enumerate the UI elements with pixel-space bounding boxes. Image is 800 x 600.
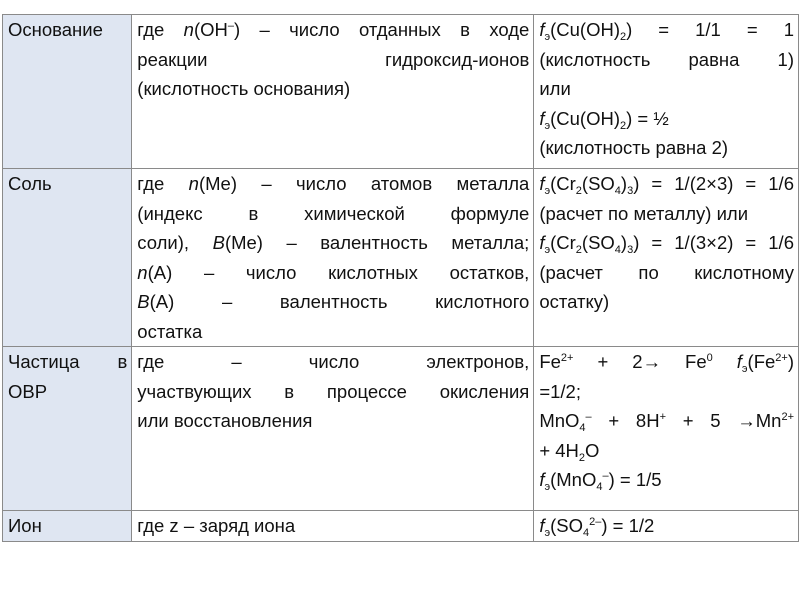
example-line: =1/2; xyxy=(539,380,581,402)
desc-line: (кислотность основания) xyxy=(137,78,351,99)
row-label: Соль xyxy=(8,173,52,194)
desc-line: где n(Me) – число атомов металла xyxy=(137,173,530,194)
example-line: $f_э(SO_4^{2-}) = 1/2$ xyxy=(539,515,655,539)
desc-line: реакции гидроксид-ионов xyxy=(137,48,530,70)
row-label: Ион xyxy=(8,515,42,536)
example-line: + $4H_2O$ xyxy=(539,439,600,464)
desc-line: участвующих в процессе окисления xyxy=(137,380,530,402)
example-cell xyxy=(534,169,799,347)
description-cell xyxy=(132,15,534,169)
row-label: Частица в xyxy=(8,351,128,372)
example-line: $f_э(Cu(OH)_2)$ = ½ xyxy=(539,107,669,132)
example-line: или xyxy=(539,78,571,99)
description-cell xyxy=(132,347,534,511)
row-label-cell xyxy=(3,15,132,169)
example-line: (кислотность равна 1) xyxy=(539,48,794,70)
desc-line: B(A) – валентность кислотного xyxy=(137,291,530,312)
row-label-cell xyxy=(3,347,132,511)
example-line: $f_э(Cr_2(SO_4)_3) = 1/(2\times 3) = 1/6$ xyxy=(539,173,794,197)
example-line: $f_э(Cr_2(SO_4)_3) = 1/(3\times 2) = 1/6$ xyxy=(539,232,794,256)
table-row xyxy=(3,511,799,542)
equivalence-factor-table xyxy=(2,14,799,542)
row-label: Основание xyxy=(8,19,103,40)
example-cell xyxy=(534,347,799,511)
desc-line: (индекс в химической формуле xyxy=(137,202,530,224)
example-line: $f_э(Cu(OH)_2) = 1/1 = 1$ xyxy=(539,19,794,43)
table-row xyxy=(3,169,799,347)
example-line: (кислотность равна 2) xyxy=(539,137,729,158)
example-line: (расчет по металлу) или xyxy=(539,202,749,224)
desc-line: где n(OH–) – число отданных в ходе xyxy=(137,19,530,40)
desc-line: n(A) – число кислотных остатков, xyxy=(137,261,530,283)
description-cell xyxy=(132,511,534,542)
row-label: ОВР xyxy=(8,380,48,402)
row-label-cell xyxy=(3,169,132,347)
desc-line: или восстановления xyxy=(137,410,313,431)
description-cell xyxy=(132,169,534,347)
row-label-cell xyxy=(3,511,132,542)
desc-line: где z – заряд иона xyxy=(137,515,296,536)
desc-line: остатка xyxy=(137,320,203,342)
example-line: $f_э(MnO_4^-) = 1/5$ xyxy=(539,469,662,493)
table-row xyxy=(3,347,799,511)
example-line: $Fe^{2+} + 2\to Fe^0$ $f_э(Fe^{2+})$ xyxy=(539,351,794,375)
example-cell xyxy=(534,511,799,542)
table-row xyxy=(3,15,799,169)
example-line: остатку) xyxy=(539,291,610,312)
example-cell xyxy=(534,15,799,169)
example-line: $MnO_4^- + 8H^+ + 5 \to Mn^{2+}$ xyxy=(539,410,794,434)
example-line: (расчет по кислотному xyxy=(539,261,794,283)
desc-line: где – число электронов, xyxy=(137,351,530,372)
desc-line: соли), B(Me) – валентность металла; xyxy=(137,232,530,253)
